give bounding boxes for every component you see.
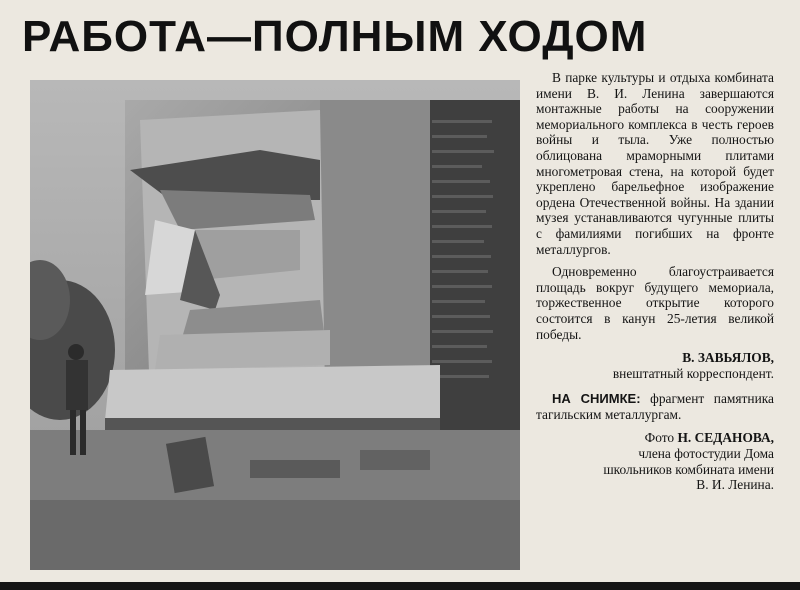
credit-line-3: В. И. Ленина. <box>696 477 774 493</box>
author-role: внештатный корреспондент. <box>612 365 774 381</box>
article-paragraph-1: В парке культуры и отдыха комбината имени В. И. Ленина завершаются монтажные работы на сооружении мемориального комплекса в честь героев войны и тыла. Уже полностью облицована мраморными плитами многометровая стена, на которой будет укреплено барельефное изображение ордена Отечественной войны. На здании музея устанавливаются чугунные плиты с фамилиями погибших на фронте металлургов. <box>536 70 774 257</box>
credit-line-1: члена фотостудии Дома <box>638 446 774 462</box>
credit-name: Н. СЕДАНОВА, <box>677 430 774 446</box>
credit-line-2: школьников комбината имени <box>603 461 774 477</box>
headline: РАБОТА—ПОЛНЫМ ХОДОМ <box>22 12 648 61</box>
credit-prefix: Фото <box>644 430 675 446</box>
caption-lead: НА СНИМКЕ: <box>552 391 641 407</box>
article <box>536 70 774 493</box>
author-name: В. ЗАВЬЯЛОВ, <box>682 350 774 366</box>
bottom-rule <box>0 582 800 590</box>
article-paragraph-2: Одновременно благоустраивается площадь вокруг будущего мемориала, торжественное открытие которого состоится в канун 25-летия великой победы. <box>536 264 774 342</box>
photo-caption <box>536 391 774 422</box>
caption-text: фрагмент памятника тагильским металлургам. <box>536 391 774 422</box>
memorial-photo <box>30 80 520 570</box>
memorial-photo-image <box>30 80 520 570</box>
photo-credit <box>536 430 774 492</box>
